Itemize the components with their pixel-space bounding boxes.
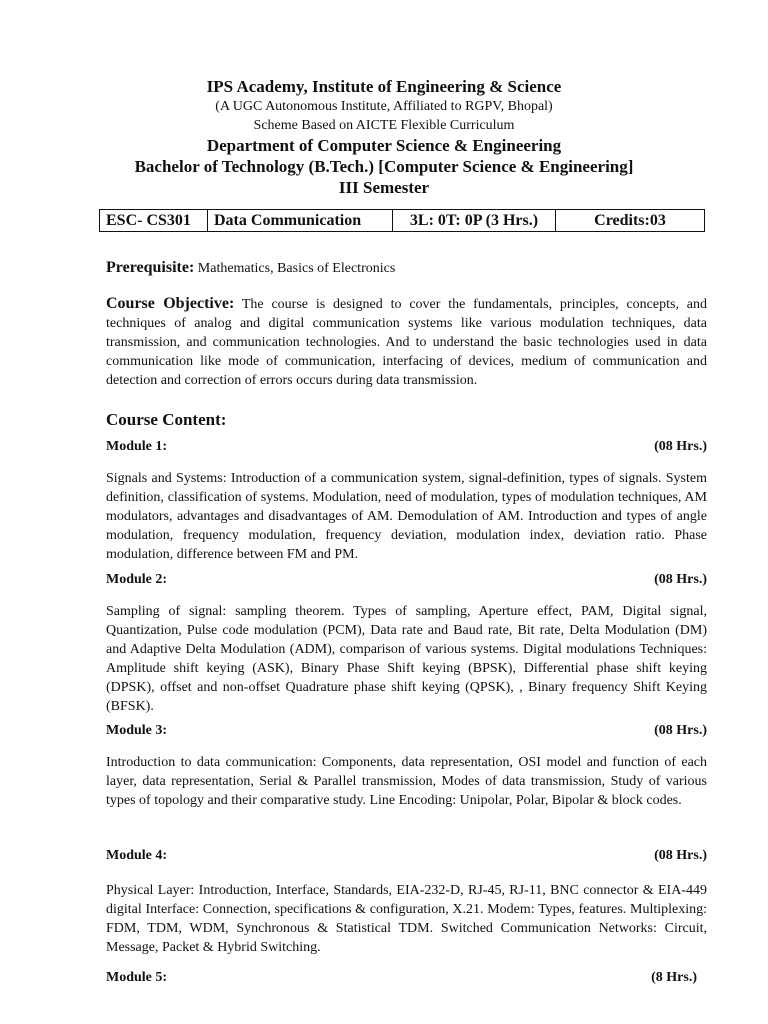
module-1-header: [106, 439, 707, 455]
module-2-text: Sampling of signal: sampling theorem. Types of sampling, Aperture effect, PAM, Digital signal, Quantization, Pulse code modulation (PCM), Data rate and Baud rate, Bit rate, Delta Modulation (DM) and Adaptive Delta Modulation (ADM), comparison of various systems. Digital modulations Techniques: Amplitude shift keying (ASK), Binary Phase Shift keying (BPSK), Differential phase shift keying (DPSK), offset and non-offset Quadrature phase shift keying (QPSK), , Binary frequency Shift Keying (BFSK).: [106, 604, 707, 714]
prerequisite-label: Prerequisite:: [106, 259, 195, 276]
institute-name: IPS Academy, Institute of Engineering & Science: [206, 77, 562, 96]
module-1-text: Signals and Systems: Introduction of a communication system, signal-definition, types of signals. System definition, classification of systems. Modulation, need of modulation, types of modulation techniques, AM modulators, advantages and disadvantages of AM. Demodulation of AM. Introduction and types of angle modulation, frequency modulation, frequency deviation, modulation index, deviation ratio. Phase modulation, difference between FM and PM.: [106, 471, 707, 562]
course-info-table: [99, 209, 705, 232]
program-name: Bachelor of Technology (B.Tech.) [Computer Science & Engineering]: [134, 157, 634, 176]
prerequisite-text: Mathematics, Basics of Electronics: [197, 261, 396, 276]
module-3-hours: (08 Hrs.): [654, 723, 707, 738]
module-3-header: [106, 723, 707, 739]
module-2-header: [106, 572, 707, 588]
module-5-header: [106, 970, 697, 986]
document-header: [0, 76, 768, 199]
module-2-hours: (08 Hrs.): [654, 572, 707, 587]
course-info-row: [100, 210, 705, 232]
objective-text: The course is designed to cover the fundamentals, principles, concepts, and techniques of analog and digital communication systems like various modulation techniques, data transmission, and communication technologies. And to understand the basic technologies used in data communication like mode of communication, interfacing of devices, medium of communication and detection and correction of errors occurs during data transmission.: [106, 297, 707, 388]
department-name: Department of Computer Science & Engineering: [206, 136, 562, 155]
module-5-title: Module 5:: [106, 970, 168, 985]
course-hours: 3L: 0T: 0P (3 Hrs.): [393, 210, 556, 232]
module-4-title: Module 4:: [106, 848, 168, 863]
course-credits: Credits:03: [556, 210, 705, 232]
course-content-heading: Course Content:: [106, 410, 227, 429]
module-1-title: Module 1:: [106, 439, 168, 454]
objective-paragraph: [106, 294, 707, 390]
institute-affiliation: (A UGC Autonomous Institute, Affiliated to RGPV, Bhopal): [215, 99, 553, 114]
curriculum-scheme: Scheme Based on AICTE Flexible Curriculum: [253, 118, 515, 133]
course-code: ESC- CS301: [100, 210, 208, 232]
module-4-text: Physical Layer: Introduction, Interface, Standards, EIA-232-D, RJ-45, RJ-11, BNC connector & EIA-449 digital Interface: Connection, specifications & configuration, X.21. Modem: Types, features. Multiplexing: FDM, TDM, WDM, Synchronous & Statistical TDM. Switched Communication Networks: Circuit, Message, Packet & Hybrid Switching.: [106, 883, 707, 955]
module-3-text: Introduction to data communication: Components, data representation, OSI model and function of each layer, data representation, Serial & Parallel transmission, Modes of data transmission, Study of various types of topology and their comparative study. Line Encoding: Unipolar, Polar, Bipolar & block codes.: [106, 755, 707, 808]
module-3-title: Module 3:: [106, 723, 168, 738]
module-1-hours: (08 Hrs.): [654, 439, 707, 454]
semester-label: III Semester: [338, 178, 430, 197]
module-2-title: Module 2:: [106, 572, 168, 587]
course-name: Data Communication: [208, 210, 393, 232]
module-4-hours: (08 Hrs.): [654, 848, 707, 863]
module-5-hours: (8 Hrs.): [651, 970, 697, 985]
prerequisite-paragraph: [106, 258, 707, 278]
module-4-header: [106, 848, 707, 864]
objective-label: Course Objective:: [106, 295, 235, 312]
